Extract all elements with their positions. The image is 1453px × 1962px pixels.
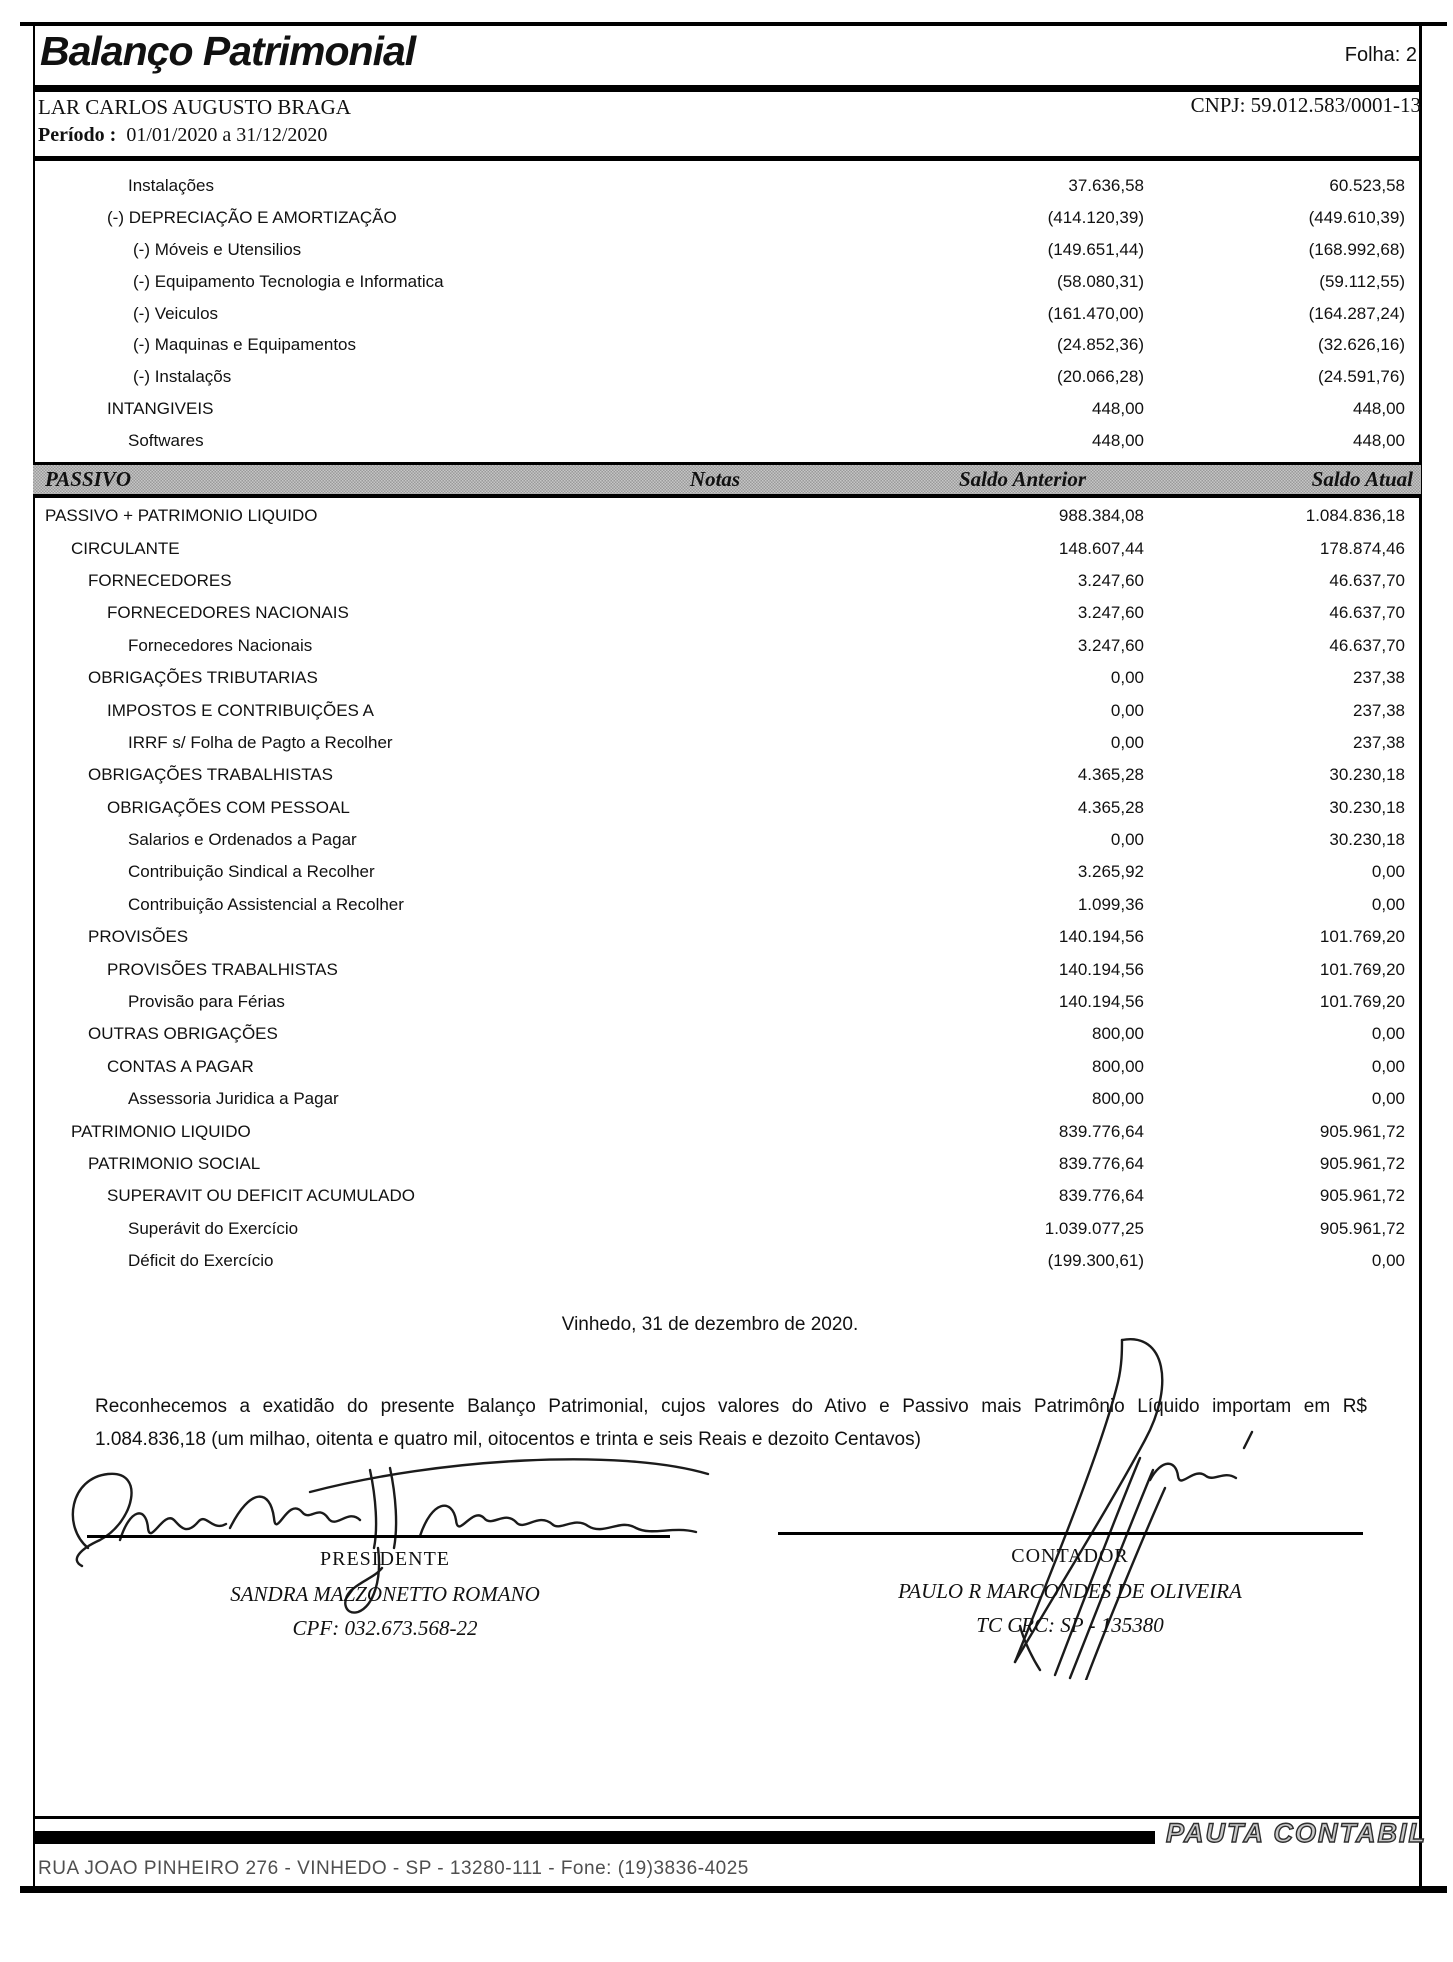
table-row [33, 1245, 1421, 1277]
saldo-atual-value: 0,00 [1371, 894, 1405, 914]
saldo-atual-value: 237,38 [1353, 668, 1405, 688]
saldo-atual-value: 237,38 [1353, 700, 1405, 720]
table-row [33, 1018, 1421, 1050]
accountant-signature-line [778, 1532, 1363, 1535]
table-row [33, 953, 1421, 985]
saldo-anterior-value: 839.776,64 [1058, 1154, 1144, 1173]
saldo-atual-value: 0,00 [1371, 1056, 1405, 1076]
account-label: OBRIGAÇÕES TRABALHISTAS [88, 765, 333, 785]
saldo-atual-value: 448,00 [1353, 399, 1405, 419]
saldo-atual-value: (32.626,16) [1318, 335, 1405, 355]
saldo-anterior-value: 800,00 [1092, 1024, 1144, 1044]
date-line: Vinhedo, 31 de dezembro de 2020. [561, 1314, 859, 1335]
saldo-anterior-value: 0,00 [1110, 668, 1144, 688]
table-row [33, 1148, 1421, 1180]
column-notas: Notas [689, 467, 741, 491]
column-section: PASSIVO [45, 467, 131, 491]
account-label: (-) Instalaçõs [133, 367, 232, 387]
saldo-atual-value: 0,00 [1371, 862, 1405, 882]
saldo-anterior-value: 140.194,56 [1058, 927, 1144, 947]
table-row [33, 792, 1421, 824]
account-label: SUPERAVIT OU DEFICIT ACUMULADO [107, 1186, 415, 1206]
table-row [33, 1213, 1421, 1245]
title-divider [33, 85, 1422, 92]
saldo-anterior-value: 0,00 [1110, 700, 1144, 720]
account-label: FORNECEDORES [88, 570, 232, 590]
table-row [33, 921, 1421, 953]
saldo-atual-value: 905.961,72 [1319, 1121, 1405, 1141]
table-row [33, 986, 1421, 1018]
saldo-atual-value: 237,38 [1353, 732, 1405, 752]
saldo-anterior-value: (149.651,44) [1047, 239, 1144, 259]
account-label: OBRIGAÇÕES COM PESSOAL [107, 797, 350, 817]
saldo-anterior-value: 37.636,58 [1068, 175, 1144, 195]
table-row [33, 694, 1421, 726]
table-row [33, 565, 1421, 597]
table-row [33, 361, 1421, 393]
footer-thick-bar [33, 1831, 1155, 1844]
table-row [33, 1051, 1421, 1083]
accountant-crc: TC CRC: SP - 135380 [976, 1613, 1164, 1637]
account-label: (-) DEPRECIAÇÃO E AMORTIZAÇÃO [107, 207, 397, 227]
saldo-atual-value: 46.637,70 [1329, 570, 1405, 590]
saldo-atual-value: 101.769,20 [1319, 927, 1405, 947]
account-label: (-) Móveis e Utensilios [133, 239, 302, 259]
saldo-anterior-value: (414.120,39) [1047, 207, 1144, 227]
account-label: Fornecedores Nacionais [128, 635, 313, 655]
saldo-atual-value: 46.637,70 [1329, 635, 1405, 655]
saldo-atual-value: 101.769,20 [1319, 992, 1405, 1012]
ativo-rows [33, 170, 1421, 457]
saldo-atual-value: 101.769,20 [1319, 959, 1405, 979]
account-label: Instalações [128, 175, 214, 195]
table-row [33, 266, 1421, 298]
saldo-anterior-value: 839.776,64 [1058, 1121, 1144, 1141]
saldo-atual-value: 60.523,58 [1329, 175, 1405, 195]
table-row [33, 393, 1421, 425]
sheet-number: Folha: 2 [1344, 44, 1417, 66]
period-line [38, 124, 327, 147]
table-row [33, 202, 1421, 234]
account-label: (-) Equipamento Tecnologia e Informatica [133, 271, 444, 291]
company-cnpj: CNPJ: 59.012.583/0001-13 [1190, 93, 1421, 117]
saldo-anterior-value: 4.365,28 [1077, 765, 1144, 785]
account-label: (-) Maquinas e Equipamentos [133, 335, 357, 355]
account-label: Contribuição Assistencial a Recolher [128, 894, 404, 914]
saldo-atual-value: 30.230,18 [1329, 830, 1405, 850]
saldo-anterior-value: 4.365,28 [1077, 797, 1144, 817]
account-label: FORNECEDORES NACIONAIS [107, 603, 349, 623]
account-label: Contribuição Sindical a Recolher [128, 862, 375, 882]
table-row [33, 1115, 1421, 1147]
account-label: (-) Veiculos [133, 303, 219, 323]
top-border [20, 22, 1447, 26]
saldo-atual-value: 905.961,72 [1319, 1186, 1405, 1206]
table-row [33, 234, 1421, 266]
president-role: PRESIDENTE [320, 1548, 450, 1570]
saldo-anterior-value: 800,00 [1092, 1089, 1144, 1109]
account-label: IRRF s/ Folha de Pagto a Recolher [128, 732, 393, 752]
table-row [33, 824, 1421, 856]
saldo-anterior-value: (20.066,28) [1057, 367, 1144, 387]
saldo-anterior-value: 148.607,44 [1058, 538, 1144, 558]
column-saldo-anterior: Saldo Anterior [958, 467, 1086, 491]
statement-line-1: Reconhecemos a exatidão do presente Balanço Patrimonial, cujos valores do Ativo e Passivo mais Patrimônio Líquido importam em R$ [95, 1396, 1367, 1417]
president-name: SANDRA MAZZONETTO ROMANO [230, 1582, 540, 1606]
president-cpf: CPF: 032.673.568-22 [292, 1616, 478, 1640]
saldo-anterior-value: 3.247,60 [1077, 570, 1144, 590]
table-row [33, 759, 1421, 791]
table-row [33, 329, 1421, 361]
column-saldo-atual: Saldo Atual [1311, 467, 1413, 491]
table-row [33, 889, 1421, 921]
account-label: OBRIGAÇÕES TRIBUTARIAS [88, 668, 318, 688]
account-label: OUTRAS OBRIGAÇÕES [88, 1024, 278, 1044]
account-label: Assessoria Juridica a Pagar [128, 1089, 339, 1109]
saldo-anterior-value: (199.300,61) [1047, 1251, 1144, 1271]
account-label: CONTAS A PAGAR [107, 1056, 254, 1076]
accountant-block [770, 1545, 1370, 1638]
saldo-atual-value: 448,00 [1353, 431, 1405, 451]
saldo-atual-value: (449.610,39) [1308, 207, 1405, 227]
account-label: IMPOSTOS E CONTRIBUIÇÕES A [107, 700, 375, 720]
account-label: PATRIMONIO SOCIAL [88, 1154, 261, 1173]
office-address: RUA JOAO PINHEIRO 276 - VINHEDO - SP - 13280-111 - Fone: (19)3836-4025 [38, 1858, 749, 1879]
table-row [33, 532, 1421, 564]
saldo-atual-value: (24.591,76) [1318, 367, 1405, 387]
account-label: PATRIMONIO LIQUIDO [71, 1121, 251, 1141]
period-label: Período : [38, 124, 117, 146]
saldo-atual-value: 0,00 [1371, 1251, 1405, 1271]
saldo-anterior-value: (161.470,00) [1047, 303, 1144, 323]
saldo-anterior-value: 140.194,56 [1058, 992, 1144, 1012]
saldo-anterior-value: 0,00 [1110, 830, 1144, 850]
table-row [33, 170, 1421, 202]
account-label: Provisão para Férias [128, 992, 285, 1012]
saldo-anterior-value: 140.194,56 [1058, 959, 1144, 979]
saldo-anterior-value: 3.247,60 [1077, 603, 1144, 623]
saldo-atual-value: 1.084.836,18 [1305, 506, 1405, 526]
saldo-atual-value: (164.287,24) [1308, 303, 1405, 323]
saldo-atual-value: 0,00 [1371, 1089, 1405, 1109]
table-row [33, 1083, 1421, 1115]
saldo-anterior-value: 800,00 [1092, 1056, 1144, 1076]
saldo-atual-value: 905.961,72 [1319, 1218, 1405, 1238]
account-label: Salarios e Ordenados a Pagar [128, 830, 357, 850]
saldo-atual-value: 0,00 [1371, 1024, 1405, 1044]
saldo-atual-value: 905.961,72 [1319, 1154, 1405, 1173]
table-row [33, 630, 1421, 662]
saldo-anterior-value: 448,00 [1092, 431, 1144, 451]
accountant-role: CONTADOR [1011, 1545, 1129, 1567]
saldo-atual-value: 30.230,18 [1329, 765, 1405, 785]
page-title: Balanço Patrimonial [40, 28, 416, 74]
header-divider [33, 156, 1422, 161]
account-label: Softwares [128, 431, 204, 451]
bottom-border [20, 1886, 1447, 1893]
saldo-anterior-value: 1.099,36 [1077, 894, 1144, 914]
account-label: PROVISÕES [88, 927, 189, 947]
period-value: 01/01/2020 a 31/12/2020 [126, 124, 328, 146]
accountant-name: PAULO R MARCONDES DE OLIVEIRA [898, 1579, 1242, 1603]
statement-line-2: 1.084.836,18 (um milhao, oitenta e quatro mil, oitocentos e trinta e seis Reais e dezoito Centavos) [95, 1429, 921, 1450]
saldo-anterior-value: 0,00 [1110, 732, 1144, 752]
table-row [33, 856, 1421, 888]
account-label: Superávit do Exercício [128, 1218, 299, 1238]
saldo-atual-value: 178.874,46 [1319, 538, 1405, 558]
saldo-anterior-value: 3.247,60 [1077, 635, 1144, 655]
table-row [33, 500, 1421, 532]
table-row [33, 1180, 1421, 1212]
saldo-atual-value: 30.230,18 [1329, 797, 1405, 817]
pauta-contabil-logo: PAUTA CONTABIL [1166, 1818, 1427, 1848]
account-label: CIRCULANTE [71, 538, 180, 558]
table-row [33, 727, 1421, 759]
table-row [33, 597, 1421, 629]
saldo-anterior-value: 448,00 [1092, 399, 1144, 419]
account-label: INTANGIVEIS [107, 399, 214, 419]
saldo-anterior-value: 1.039.077,25 [1044, 1218, 1144, 1238]
saldo-anterior-value: (24.852,36) [1057, 335, 1144, 355]
saldo-atual-value: (168.992,68) [1308, 239, 1405, 259]
table-row [33, 425, 1421, 457]
saldo-atual-value: (59.112,55) [1319, 271, 1405, 291]
company-name: LAR CARLOS AUGUSTO BRAGA [38, 95, 351, 119]
saldo-atual-value: 46.637,70 [1329, 603, 1405, 623]
table-row [33, 298, 1421, 330]
passivo-section-header [33, 462, 1421, 498]
saldo-anterior-value: 839.776,64 [1058, 1186, 1144, 1206]
saldo-anterior-value: 3.265,92 [1077, 862, 1144, 882]
president-signature-line [87, 1535, 670, 1538]
passivo-rows [33, 500, 1421, 1277]
saldo-anterior-value: (58.080,31) [1057, 271, 1144, 291]
saldo-anterior-value: 988.384,08 [1058, 506, 1144, 526]
account-label: Déficit do Exercício [128, 1251, 274, 1271]
account-label: PROVISÕES TRABALHISTAS [107, 959, 338, 979]
table-row [33, 662, 1421, 694]
president-block [85, 1548, 685, 1641]
account-label: PASSIVO + PATRIMONIO LIQUIDO [45, 506, 318, 526]
